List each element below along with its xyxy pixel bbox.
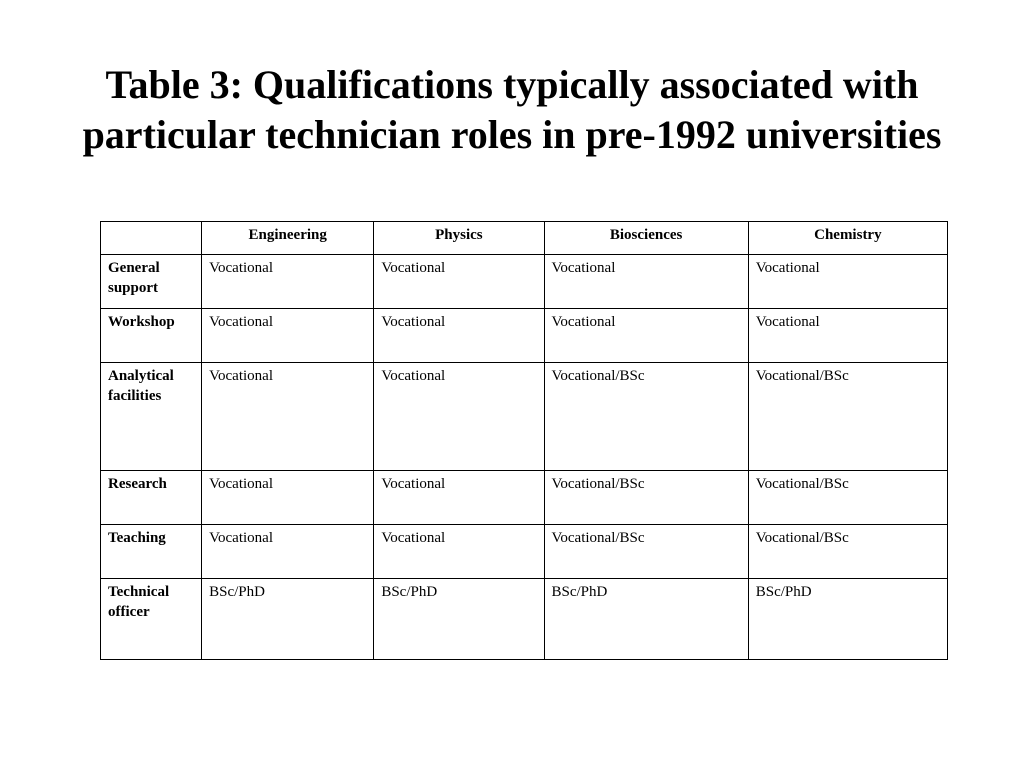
table-cell: Vocational: [748, 309, 947, 363]
table-header-row: [101, 222, 948, 255]
table-cell: BSc/PhD: [374, 579, 544, 660]
row-header: General support: [101, 255, 202, 309]
table-row: [101, 363, 948, 471]
table-cell: Vocational: [544, 309, 748, 363]
table-cell: Vocational: [202, 363, 374, 471]
column-header-chemistry: Chemistry: [748, 222, 947, 255]
table-cell: Vocational: [202, 471, 374, 525]
table-row: [101, 525, 948, 579]
table-cell: Vocational: [374, 309, 544, 363]
row-header: Teaching: [101, 525, 202, 579]
row-header: Technical officer: [101, 579, 202, 660]
table-cell: Vocational: [374, 255, 544, 309]
table-cell: Vocational: [202, 309, 374, 363]
row-header: Research: [101, 471, 202, 525]
table-cell: BSc/PhD: [544, 579, 748, 660]
table-cell: BSc/PhD: [202, 579, 374, 660]
table-cell: Vocational/BSc: [544, 525, 748, 579]
table-cell: Vocational/BSc: [544, 471, 748, 525]
table-row: [101, 309, 948, 363]
row-header: Analytical facilities: [101, 363, 202, 471]
table-cell: Vocational: [748, 255, 947, 309]
slide-title-line-1: Table 3: Qualifications typically associated with: [105, 62, 919, 107]
table-row: [101, 471, 948, 525]
qualifications-table: [100, 221, 948, 660]
table-row: [101, 579, 948, 660]
table-cell: Vocational: [374, 471, 544, 525]
table-cell: Vocational: [202, 255, 374, 309]
table-cell: Vocational: [202, 525, 374, 579]
table-cell: Vocational: [374, 363, 544, 471]
column-header-engineering: Engineering: [202, 222, 374, 255]
column-header-biosciences: Biosciences: [544, 222, 748, 255]
slide-title-line-2: particular technician roles in pre-1992 universities: [82, 112, 942, 157]
table-cell: Vocational/BSc: [544, 363, 748, 471]
row-header: Workshop: [101, 309, 202, 363]
table-corner-cell: [101, 222, 202, 255]
slide-title: [0, 60, 1024, 160]
column-header-physics: Physics: [374, 222, 544, 255]
table-cell: Vocational/BSc: [748, 525, 947, 579]
table-cell: Vocational/BSc: [748, 471, 947, 525]
table-cell: Vocational: [544, 255, 748, 309]
table-row: [101, 255, 948, 309]
table-cell: Vocational/BSc: [748, 363, 947, 471]
table-cell: BSc/PhD: [748, 579, 947, 660]
table-cell: Vocational: [374, 525, 544, 579]
